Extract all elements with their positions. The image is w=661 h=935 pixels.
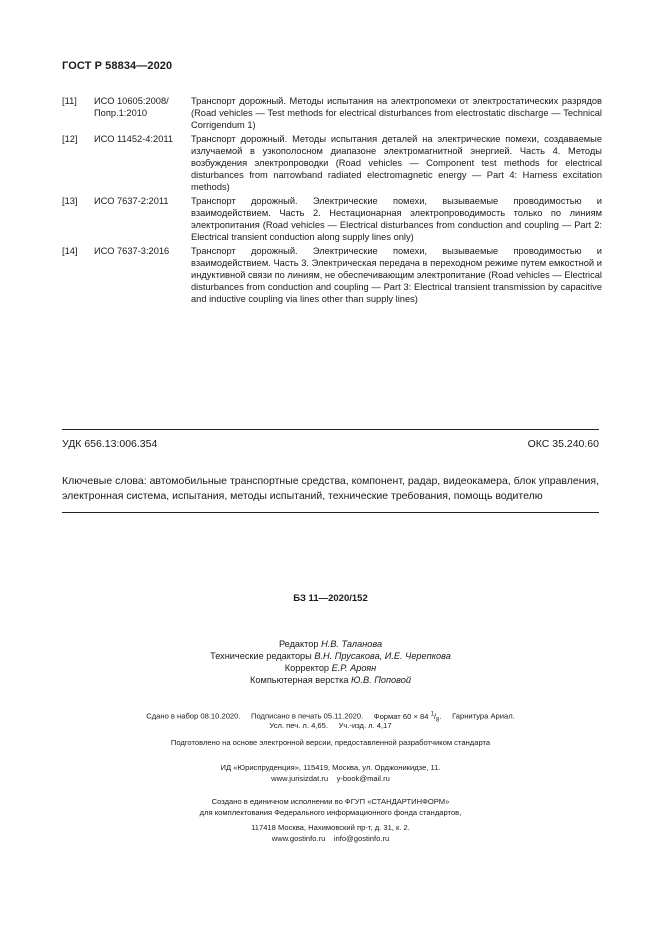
- reference-title: Транспорт дорожный. Методы испытания на электропомехи от электростатических разрядов (Road vehicles — Test methods for electrical disturbances from electrostatic discharge — Technical Corrigendum 1): [191, 96, 602, 130]
- reference-item: [62, 133, 602, 193]
- reference-number: [11]: [62, 96, 77, 106]
- gostinfo-email-link[interactable]: info@gostinfo.ru: [333, 834, 390, 843]
- udk-code: УДК 656.13:006.354: [62, 438, 158, 450]
- format-value: Формат 60 × 84 $^1/_8$.: [373, 711, 442, 724]
- reference-number: [12]: [62, 134, 78, 144]
- created-address: 117418 Москва, Нахимовский пр-т, д. 31, к. 2.: [251, 823, 410, 832]
- credit-tech-editors: Технические редакторы В.Н. Прусакова, И.Е. Черепкова: [210, 651, 451, 661]
- reference-item: [62, 195, 602, 243]
- reference-number: [14]: [62, 246, 78, 256]
- reference-standard: ИСО 10605:2008/ Попр.1:2010: [94, 96, 169, 118]
- reference-item: [62, 95, 602, 131]
- reference-title: Транспорт дорожный. Методы испытания деталей на электрические помехи, создаваемые излучаемой в узкополосном диапазоне электромагнитной энергией. Часть 4. Методы возбуждения электропроводки (Road vehicles — Component test methods for electrical disturbances from narrowband radiated electromagnetic energy — Part 4: Harness excitation methods): [191, 134, 602, 192]
- publisher-site-link[interactable]: www.jurisizdat.ru: [271, 774, 329, 783]
- imprint-prepared: Подготовлено на основе электронной версии, предоставленной разработчиком стандарта: [170, 738, 491, 747]
- keywords: Ключевые слова: автомобильные транспортные средства, компонент, радар, видеокамера, блок управления, электронная система, испытания, методы испытаний, технические требования, помощь водителю: [62, 475, 599, 502]
- publisher-address: ИД «Юриспруденция», 115419, Москва, ул. Орджоникидзе, 11.: [220, 763, 441, 772]
- reference-standard: ИСО 11452-4:2011: [94, 134, 174, 144]
- reference-item: [62, 245, 602, 305]
- credit-layout: Компьютерная верстка Ю.В. Поповой: [250, 675, 411, 685]
- credit-corrector: Корректор Е.Р. Ароян: [284, 663, 377, 673]
- document-number: ГОСТ Р 58834—2020: [62, 60, 173, 72]
- reference-title: Транспорт дорожный. Электрические помехи, вызываемые проводимостью и взаимодействием. Часть 2. Нестационарная электропроводимость только по линиям электропитания (Road vehicles — Electrical disturbances from conduction and coupling — Part 2: Electrical transient conduction along supply lines only): [191, 196, 602, 242]
- credit-editor: Редактор Н.В. Таланова: [278, 639, 383, 649]
- imprint-line-1: Сдано в набор 08.10.2020. Подписано в печать 05.11.2020. Формат 60 × 84 $^1/_8$. Гарнитура Ариал.: [146, 711, 515, 724]
- bibliography-list: [62, 95, 602, 307]
- reference-number: [13]: [62, 196, 78, 206]
- reference-standard: ИСО 7637-3:2016: [94, 246, 170, 256]
- created-contacts: [0, 833, 661, 844]
- top-divider: [62, 429, 599, 430]
- reference-standard: ИСО 7637-2:2011: [94, 196, 169, 206]
- bz-number: БЗ 11—2020/152: [293, 593, 368, 604]
- publisher-email-link[interactable]: y-book@mail.ru: [336, 774, 390, 783]
- gostinfo-site-link[interactable]: www.gostinfo.ru: [271, 834, 326, 843]
- credits-block: [0, 638, 661, 686]
- imprint-line-2: Усл. печ. л. 4,65. Уч.-изд. л. 4,17: [269, 721, 392, 730]
- created-line-1: Создано в единичном исполнении во ФГУП «СТАНДАРТИНФОРМ»: [211, 797, 450, 806]
- created-line-2: для комплектования Федерального информационного фонда стандартов,: [199, 808, 462, 817]
- reference-title: Транспорт дорожный. Электрические помехи, вызываемые проводимостью и взаимодействием. Часть 3. Электрическая передача в переходном режиме путем емкостной и индуктивной связи по линиям, не обеспечивающим электропитание (Road vehicles — Electrical disturbances from conduction and coupling — Part 3: Electrical transient transmission by capacitive and inductive coupling via lines other than supply lines): [191, 246, 602, 304]
- oks-code: ОКС 35.240.60: [527, 438, 599, 450]
- publisher-contacts: [0, 773, 661, 784]
- bottom-divider: [62, 512, 599, 513]
